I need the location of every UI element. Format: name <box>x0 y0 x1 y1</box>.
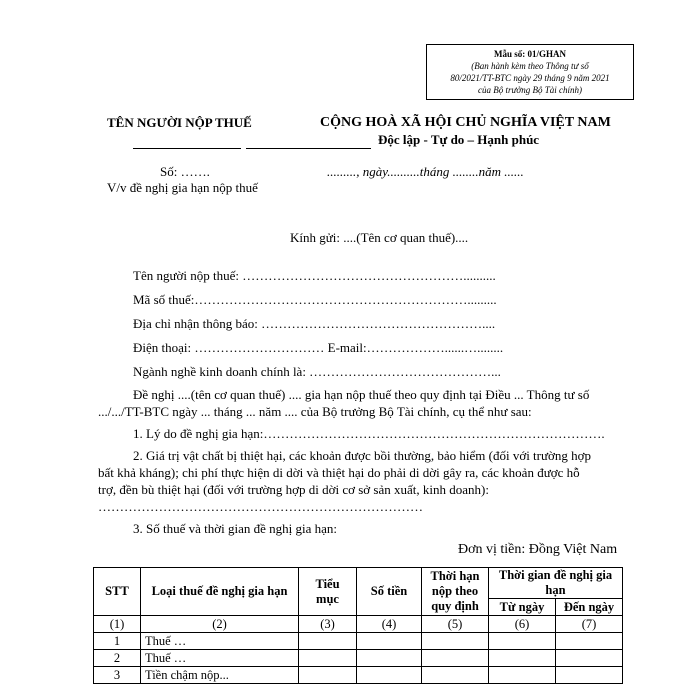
row-cell[interactable] <box>556 667 623 684</box>
row-cell[interactable] <box>556 650 623 667</box>
form-note-1: (Ban hành kèm theo Thông tư số <box>471 61 589 71</box>
row-cell[interactable] <box>299 650 357 667</box>
header-stt: STT <box>94 568 141 616</box>
row-tax-name: Thuế … <box>141 633 299 650</box>
table-row <box>94 650 623 667</box>
form-code: Mẫu số: 01/GHAN <box>494 49 566 59</box>
section-3-heading: 3. Số thuế và thời gian đề nghị gia hạn: <box>133 521 338 536</box>
form-note-2: 80/2021/TT-BTC ngày 29 tháng 9 năm 2021 <box>450 73 610 83</box>
request-line-1: Đề nghị ....(tên cơ quan thuế) .... gia hạn nộp thuế theo quy định tại Điều ... Thông tư số <box>133 387 590 402</box>
taxpayer-underline <box>133 148 241 149</box>
table-header-row <box>94 568 623 599</box>
row-cell[interactable] <box>556 633 623 650</box>
col-number: (6) <box>489 616 556 633</box>
row-cell[interactable] <box>489 667 556 684</box>
header-subitem: Tiểu mục <box>299 568 357 616</box>
col-number: (5) <box>422 616 489 633</box>
form-reference-box <box>426 44 634 100</box>
table-column-number-row <box>94 616 623 633</box>
row-cell[interactable] <box>299 633 357 650</box>
field-address: Địa chỉ nhận thông báo: …………………………………………….... <box>133 316 496 331</box>
damage-line-3: trợ, đền bù thiệt hại (đối với trường hợp di dời cơ sở sản xuất, kinh doanh): <box>98 482 489 497</box>
row-stt: 3 <box>94 667 141 684</box>
header-tax-type: Loại thuế đề nghị gia hạn <box>141 568 299 616</box>
header-extension-period: Thời gian đề nghị gia hạn <box>489 568 623 599</box>
row-cell[interactable] <box>489 633 556 650</box>
damage-line-2: bất khả kháng); chi phí thực hiện di dời và thiệt hại do phải di dời gây ra, các khoản được hỗ <box>98 465 580 480</box>
damage-line-4: ………………………………………………………………… <box>98 499 423 514</box>
damage-line-1: 2. Giá trị vật chất bị thiệt hại, các khoản được bồi thường, bảo hiểm (đối với trường hợp <box>133 448 592 463</box>
row-stt: 2 <box>94 650 141 667</box>
currency-unit: Đơn vị tiền: Đồng Việt Nam <box>458 542 618 557</box>
col-number: (2) <box>141 616 299 633</box>
document-number: Số: ……. <box>160 164 210 179</box>
field-taxpayer-name: Tên người nộp thuế: …………………………………………….......... <box>133 268 496 283</box>
row-cell[interactable] <box>357 667 422 684</box>
national-motto: Độc lập - Tự do – Hạnh phúc <box>378 132 540 147</box>
taxpayer-name-heading: TÊN NGƯỜI NỘP THUẾ <box>107 115 252 130</box>
header-amount: Số tiền <box>357 568 422 616</box>
recipient-line: Kính gửi: ....(Tên cơ quan thuế).... <box>290 230 469 245</box>
document-subject: V/v đề nghị gia hạn nộp thuế <box>107 180 258 195</box>
row-cell[interactable] <box>422 667 489 684</box>
row-cell[interactable] <box>357 650 422 667</box>
header-from-date: Từ ngày <box>489 599 556 616</box>
row-cell[interactable] <box>422 650 489 667</box>
row-tax-name: Tiền chậm nộp... <box>141 667 299 684</box>
row-cell[interactable] <box>422 633 489 650</box>
col-number: (3) <box>299 616 357 633</box>
row-cell[interactable] <box>489 650 556 667</box>
reason-line: 1. Lý do đề nghị gia hạn:……………………………………………………………………. <box>133 426 605 441</box>
motto-underline <box>246 148 371 149</box>
header-to-date: Đến ngày <box>556 599 623 616</box>
row-stt: 1 <box>94 633 141 650</box>
col-number: (4) <box>357 616 422 633</box>
row-cell[interactable] <box>357 633 422 650</box>
field-phone-email: Điện thoại: ………………………… E-mail:………………......…........ <box>133 340 504 355</box>
request-line-2: .../.../TT-BTC ngày ... tháng ... năm .... của Bộ trưởng Bộ Tài chính, cụ thể như sau: <box>98 404 532 419</box>
field-business-line: Ngành nghề kinh doanh chính là: ……………………………………... <box>133 364 501 379</box>
header-due-date: Thời hạn nộp theo quy định <box>422 568 489 616</box>
field-tax-code: Mã số thuế:………………………………………………………......... <box>133 292 497 307</box>
tax-extension-table <box>93 567 623 684</box>
table-row <box>94 633 623 650</box>
row-tax-name: Thuế … <box>141 650 299 667</box>
col-number: (1) <box>94 616 141 633</box>
col-number: (7) <box>556 616 623 633</box>
document-date: ........., ngày..........tháng ........năm ...... <box>327 164 524 179</box>
republic-heading: CỘNG HOÀ XÃ HỘI CHỦ NGHĨA VIỆT NAM <box>320 115 611 130</box>
form-note-3: của Bộ trưởng Bộ Tài chính) <box>478 85 582 95</box>
table-row <box>94 667 623 684</box>
row-cell[interactable] <box>299 667 357 684</box>
